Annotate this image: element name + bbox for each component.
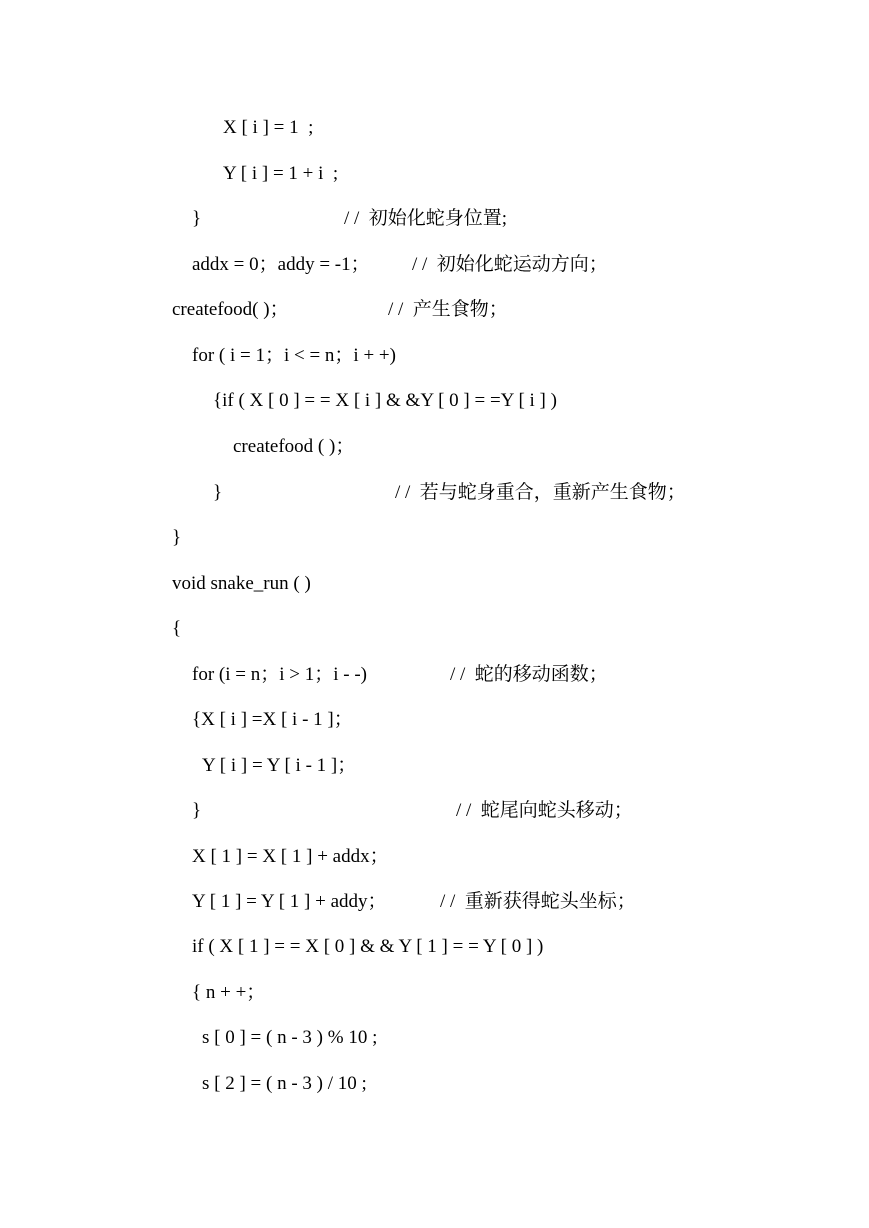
code-text: s [ 2 ] = ( n - 3 ) / 10 ; <box>202 1073 367 1094</box>
code-line <box>202 754 357 778</box>
code-line <box>172 617 191 641</box>
code-text: { <box>172 618 182 639</box>
code-line <box>172 298 508 322</box>
code-line <box>223 162 339 186</box>
code-line <box>192 935 544 959</box>
code-text: Y [ i ] = 1 + i ; <box>223 163 339 184</box>
code-text: X [ 1 ] = X [ 1 ] + addx； <box>192 846 389 867</box>
code-line <box>213 389 557 413</box>
code-comment: / / 蛇尾向蛇头移动； <box>456 800 633 821</box>
code-line <box>192 253 608 277</box>
code-comment: / / 初始化蛇运动方向； <box>412 254 608 275</box>
code-text: } <box>172 527 182 548</box>
code-line <box>223 116 314 140</box>
code-line <box>192 890 636 914</box>
code-text: {X [ i ] =X [ i - 1 ]； <box>192 709 353 730</box>
code-comment: / / 产生食物； <box>388 299 508 320</box>
code-comment: / / 若与蛇身重合，重新产生食物； <box>395 482 686 503</box>
code-line <box>192 207 508 231</box>
code-line <box>192 845 389 869</box>
code-text: } <box>192 208 202 229</box>
code-comment: / / 蛇的移动函数； <box>450 664 608 685</box>
code-text: Y [ 1 ] = Y [ 1 ] + addy； <box>192 891 387 912</box>
code-text: s [ 0 ] = ( n - 3 ) % 10 ; <box>202 1027 378 1048</box>
code-comment: / / 重新获得蛇头坐标； <box>440 891 636 912</box>
code-text: X [ i ] = 1 ; <box>223 117 314 138</box>
code-text: for (i = n；i > 1；i - -) <box>192 664 367 685</box>
code-text: void snake_run ( ) <box>172 573 311 594</box>
code-line <box>192 981 266 1005</box>
code-text: } <box>213 482 223 503</box>
code-text: addx = 0；addy = -1； <box>192 254 370 275</box>
code-text: { n + +； <box>192 982 266 1003</box>
code-comment: / / 初始化蛇身位置; <box>344 208 508 229</box>
code-line <box>192 663 608 687</box>
code-line <box>172 526 191 550</box>
code-line <box>192 708 353 732</box>
code-line <box>202 1026 378 1050</box>
code-line <box>192 344 396 368</box>
code-text: createfood( )； <box>172 299 289 320</box>
code-text: {if ( X [ 0 ] = = X [ i ] & &Y [ 0 ] = =Y [ i ] ) <box>213 390 557 411</box>
code-line <box>213 481 686 505</box>
code-text: for ( i = 1；i < = n；i + +) <box>192 345 396 366</box>
code-text: createfood ( )； <box>233 436 355 457</box>
code-line <box>233 435 355 459</box>
code-text: Y [ i ] = Y [ i - 1 ]； <box>202 755 357 776</box>
code-text: if ( X [ 1 ] = = X [ 0 ] & & Y [ 1 ] = = Y [ 0 ] ) <box>192 936 544 957</box>
code-line <box>202 1072 367 1096</box>
code-line <box>172 572 311 596</box>
code-line <box>192 799 633 823</box>
code-text: } <box>192 800 202 821</box>
